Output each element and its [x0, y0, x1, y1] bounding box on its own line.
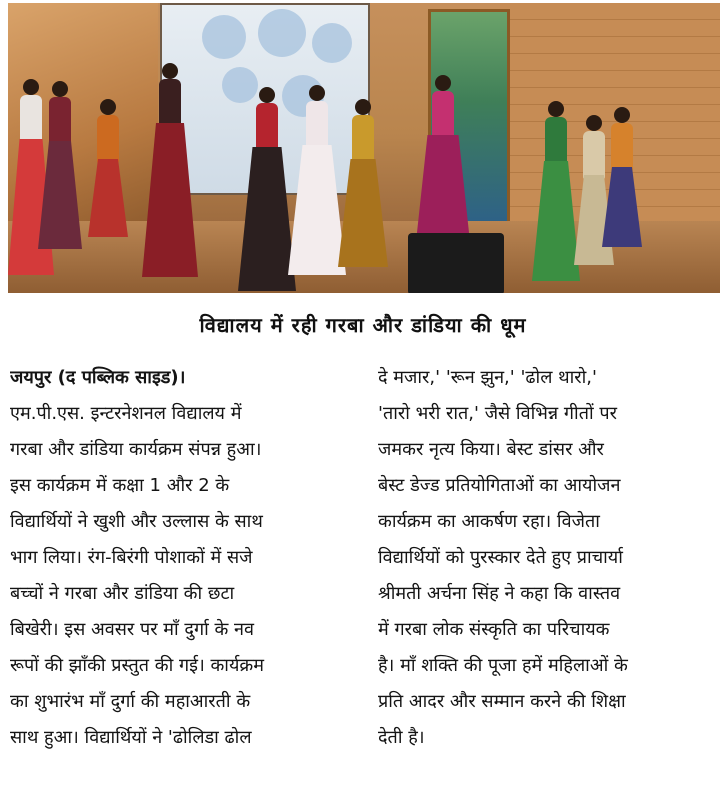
article-line: बेस्ट डेज्ड प्रतियोगिताओं का आयोजन: [378, 475, 621, 496]
event-photo: [8, 3, 720, 293]
headline: विद्यालय में रही गरबा और डांडिया की धूम: [199, 313, 527, 337]
article-line: दे मजार,' 'रून झुन,' 'ढोल थारो,': [378, 367, 597, 388]
article-line: में गरबा लोक संस्कृति का परिचायक: [378, 619, 610, 640]
article-column-right: [378, 360, 722, 756]
article-line: इस कार्यक्रम में कक्षा 1 और 2 के: [10, 475, 230, 496]
article-line: रूपों की झाँकी प्रस्तुत की गई। कार्यक्रम: [10, 655, 265, 676]
stage-speaker: [408, 233, 504, 293]
dancer-figure: [532, 101, 580, 281]
dancer-figure: [88, 99, 128, 237]
article-line: बिखेरी। इस अवसर पर माँ दुर्गा के नव: [10, 619, 255, 640]
dateline: जयपुर (द पब्लिक साइड)।: [10, 367, 186, 388]
article-line: विद्यार्थियों ने खुशी और उल्लास के साथ: [10, 511, 263, 532]
article-column-left: [10, 360, 354, 756]
article-line: साथ हुआ। विद्यार्थियों ने 'ढोलिडा ढोल: [10, 727, 252, 748]
article-line: बच्चों ने गरबा और डांडिया की छटा: [10, 583, 235, 604]
dancer-figure: [142, 63, 198, 277]
article-line: भाग लिया। रंग-बिरंगी पोशाकों में सजे: [10, 547, 253, 568]
article-line: का शुभारंभ माँ दुर्गा की महाआरती के: [10, 691, 251, 712]
article-line: कार्यक्रम का आकर्षण रहा। विजेता: [378, 511, 600, 532]
article-line: श्रीमती अर्चना सिंह ने कहा कि वास्तव: [378, 583, 621, 604]
article-line: 'तारो भरी रात,' जैसे विभिन्न गीतों पर: [378, 403, 617, 424]
dancer-figure: [338, 99, 388, 267]
dancer-figure: [38, 81, 82, 249]
article-line: प्रति आदर और सम्मान करने की शिक्षा: [378, 691, 626, 712]
article-line: जमकर नृत्य किया। बेस्ट डांसर और: [378, 439, 604, 460]
article-line: गरबा और डांडिया कार्यक्रम संपन्न हुआ।: [10, 439, 262, 460]
dancer-figure: [602, 107, 642, 247]
article-line: देती है।: [378, 727, 425, 748]
article-line: विद्यार्थियों को पुरस्कार देते हुए प्राचार्या: [378, 547, 623, 568]
article-line: है। माँ शक्ति की पूजा हमें महिलाओं के: [378, 655, 628, 676]
article-line: एम.पी.एस. इन्टरनेशनल विद्यालय में: [10, 403, 242, 424]
